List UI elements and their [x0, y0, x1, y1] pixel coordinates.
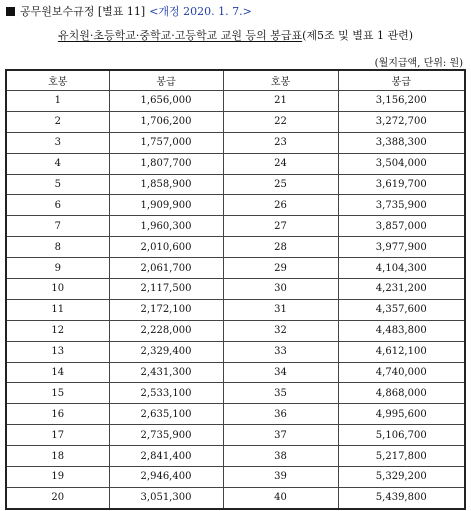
grade-cell: 27 [223, 216, 338, 237]
salary-cell: 2,061,700 [109, 258, 223, 279]
table-header-row [6, 70, 465, 91]
table-row [6, 383, 465, 404]
salary-cell: 3,735,900 [338, 195, 465, 216]
header-grade-2: 호봉 [223, 70, 338, 91]
salary-cell: 3,619,700 [338, 174, 465, 195]
salary-cell: 1,807,700 [109, 153, 223, 174]
grade-cell: 6 [6, 195, 109, 216]
salary-cell: 1,909,900 [109, 195, 223, 216]
salary-cell: 4,104,300 [338, 258, 465, 279]
table-title-main: 유치원·초등학교·중학교·고등학교 교원 등의 봉급표 [57, 29, 303, 42]
table-row [6, 362, 465, 383]
regulation-label: 공무원보수규정 [별표 11] [20, 5, 146, 18]
salary-cell: 2,635,100 [109, 404, 223, 425]
grade-cell: 25 [223, 174, 338, 195]
salary-cell: 4,231,200 [338, 279, 465, 300]
grade-cell: 29 [223, 258, 338, 279]
grade-cell: 31 [223, 299, 338, 320]
document-header [6, 3, 252, 19]
table-row [6, 216, 465, 237]
grade-cell: 32 [223, 320, 338, 341]
salary-cell: 2,431,300 [109, 362, 223, 383]
black-square-icon [6, 7, 15, 16]
salary-cell: 4,612,100 [338, 341, 465, 362]
table-row [6, 299, 465, 320]
grade-cell: 17 [6, 425, 109, 446]
table-row [6, 446, 465, 467]
table-row [6, 237, 465, 258]
grade-cell: 14 [6, 362, 109, 383]
salary-cell: 2,735,900 [109, 425, 223, 446]
salary-cell: 4,740,000 [338, 362, 465, 383]
table-row [6, 425, 465, 446]
header-salary-1: 봉급 [109, 70, 223, 91]
salary-cell: 2,946,400 [109, 467, 223, 488]
salary-cell: 2,533,100 [109, 383, 223, 404]
header-salary-2: 봉급 [338, 70, 465, 91]
table-row [6, 467, 465, 488]
table-row [6, 111, 465, 132]
table-title [0, 27, 471, 43]
grade-cell: 11 [6, 299, 109, 320]
table-row [6, 487, 465, 508]
salary-cell: 4,995,600 [338, 404, 465, 425]
salary-cell: 4,483,800 [338, 320, 465, 341]
grade-cell: 9 [6, 258, 109, 279]
grade-cell: 5 [6, 174, 109, 195]
grade-cell: 20 [6, 487, 109, 508]
grade-cell: 39 [223, 467, 338, 488]
table-row [6, 404, 465, 425]
salary-cell: 5,329,200 [338, 467, 465, 488]
grade-cell: 13 [6, 341, 109, 362]
grade-cell: 1 [6, 91, 109, 112]
grade-cell: 40 [223, 487, 338, 508]
grade-cell: 34 [223, 362, 338, 383]
salary-cell: 1,706,200 [109, 111, 223, 132]
grade-cell: 24 [223, 153, 338, 174]
table-row [6, 341, 465, 362]
grade-cell: 38 [223, 446, 338, 467]
table-row [6, 153, 465, 174]
table-title-sub: (제5조 및 별표 1 관련) [302, 29, 414, 42]
grade-cell: 2 [6, 111, 109, 132]
grade-cell: 16 [6, 404, 109, 425]
salary-cell: 2,329,400 [109, 341, 223, 362]
salary-cell: 2,172,100 [109, 299, 223, 320]
grade-cell: 19 [6, 467, 109, 488]
grade-cell: 33 [223, 341, 338, 362]
salary-cell: 3,272,700 [338, 111, 465, 132]
salary-cell: 2,010,600 [109, 237, 223, 258]
table-body [6, 91, 465, 509]
salary-cell: 5,439,800 [338, 487, 465, 508]
grade-cell: 26 [223, 195, 338, 216]
table-row [6, 132, 465, 153]
salary-cell: 3,051,300 [109, 487, 223, 508]
salary-cell: 3,504,000 [338, 153, 465, 174]
salary-cell: 3,156,200 [338, 91, 465, 112]
salary-cell: 4,357,600 [338, 299, 465, 320]
unit-note: (월지급액, 단위: 원) [374, 58, 463, 69]
grade-cell: 18 [6, 446, 109, 467]
salary-cell: 2,841,400 [109, 446, 223, 467]
table-row [6, 279, 465, 300]
salary-cell: 3,977,900 [338, 237, 465, 258]
grade-cell: 36 [223, 404, 338, 425]
grade-cell: 37 [223, 425, 338, 446]
table-row [6, 258, 465, 279]
salary-cell: 1,960,300 [109, 216, 223, 237]
grade-cell: 8 [6, 237, 109, 258]
salary-table [5, 69, 466, 510]
salary-cell: 1,757,000 [109, 132, 223, 153]
grade-cell: 22 [223, 111, 338, 132]
grade-cell: 23 [223, 132, 338, 153]
salary-cell: 5,106,700 [338, 425, 465, 446]
table-row [6, 174, 465, 195]
grade-cell: 15 [6, 383, 109, 404]
salary-cell: 1,858,900 [109, 174, 223, 195]
grade-cell: 28 [223, 237, 338, 258]
grade-cell: 4 [6, 153, 109, 174]
salary-cell: 3,857,000 [338, 216, 465, 237]
grade-cell: 35 [223, 383, 338, 404]
salary-cell: 2,228,000 [109, 320, 223, 341]
amendment-date: <개정 2020. 1. 7.> [149, 5, 252, 18]
salary-cell: 4,868,000 [338, 383, 465, 404]
grade-cell: 10 [6, 279, 109, 300]
salary-cell: 2,117,500 [109, 279, 223, 300]
salary-cell: 5,217,800 [338, 446, 465, 467]
grade-cell: 3 [6, 132, 109, 153]
table-row [6, 195, 465, 216]
salary-cell: 1,656,000 [109, 91, 223, 112]
grade-cell: 30 [223, 279, 338, 300]
grade-cell: 12 [6, 320, 109, 341]
grade-cell: 7 [6, 216, 109, 237]
table-row [6, 91, 465, 112]
header-grade-1: 호봉 [6, 70, 109, 91]
grade-cell: 21 [223, 91, 338, 112]
salary-cell: 3,388,300 [338, 132, 465, 153]
table-row [6, 320, 465, 341]
